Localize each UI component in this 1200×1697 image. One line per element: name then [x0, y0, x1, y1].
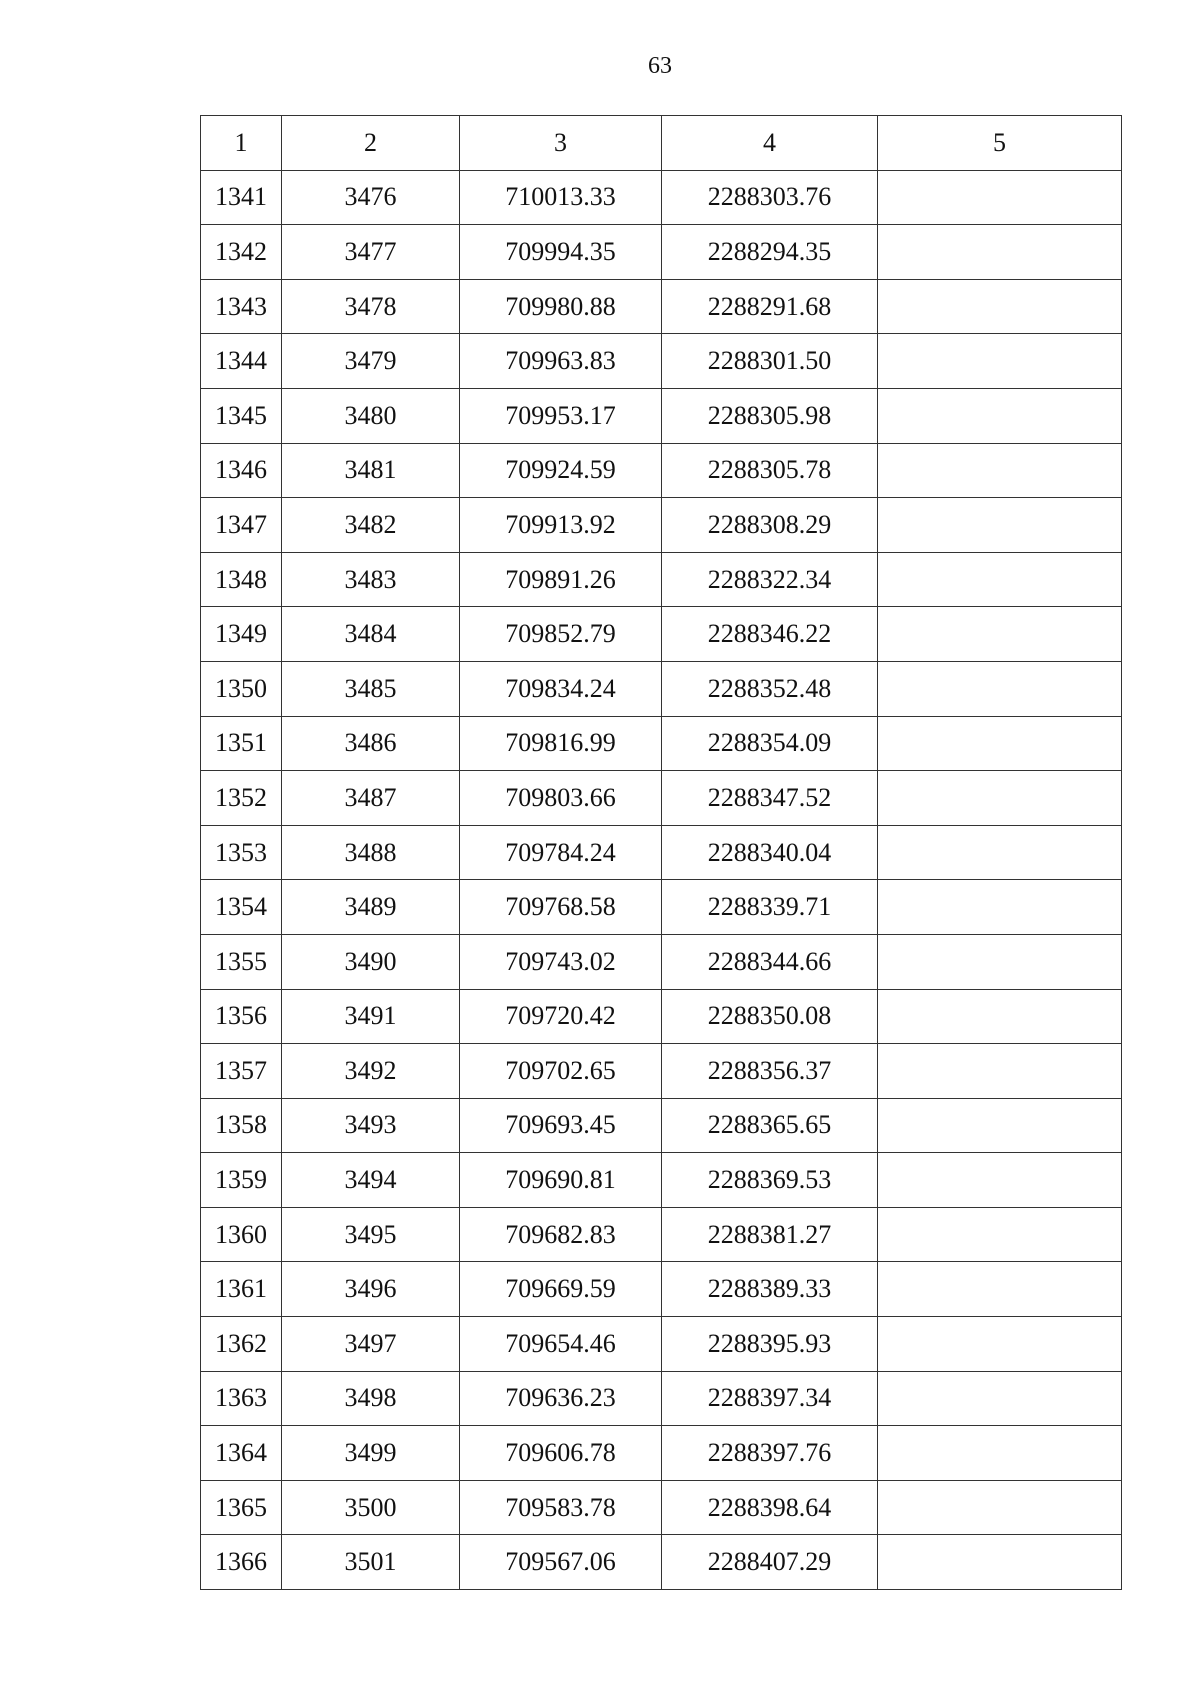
table-row	[201, 1044, 1122, 1099]
table-cell-col-5	[878, 716, 1122, 771]
table-cell-col-2: 3484	[282, 607, 460, 662]
table-cell-col-1: 1363	[201, 1371, 282, 1426]
table-row	[201, 989, 1122, 1044]
table-cell-col-2: 3489	[282, 880, 460, 935]
table-cell-col-1: 1365	[201, 1480, 282, 1535]
table-cell-col-3: 709669.59	[460, 1262, 662, 1317]
table-cell-col-5	[878, 279, 1122, 334]
table-cell-col-5	[878, 1317, 1122, 1372]
header-cell-col-3: 3	[460, 116, 662, 171]
table-cell-col-3: 709924.59	[460, 443, 662, 498]
table-cell-col-1: 1346	[201, 443, 282, 498]
table-row	[201, 170, 1122, 225]
table-cell-col-4: 2288352.48	[662, 661, 878, 716]
page-number: 63	[648, 53, 672, 79]
table-cell-col-4: 2288339.71	[662, 880, 878, 935]
header-cell-col-4: 4	[662, 116, 878, 171]
table-cell-col-2: 3490	[282, 934, 460, 989]
table-cell-col-1: 1358	[201, 1098, 282, 1153]
table-cell-col-3: 709913.92	[460, 498, 662, 553]
table-cell-col-1: 1342	[201, 225, 282, 280]
table-cell-col-2: 3499	[282, 1426, 460, 1481]
table-cell-col-1: 1351	[201, 716, 282, 771]
table-cell-col-4: 2288301.50	[662, 334, 878, 389]
table-cell-col-5	[878, 934, 1122, 989]
table-cell-col-2: 3483	[282, 552, 460, 607]
table-row	[201, 334, 1122, 389]
table-cell-col-5	[878, 1426, 1122, 1481]
table-row	[201, 661, 1122, 716]
table-cell-col-1: 1366	[201, 1535, 282, 1590]
table-cell-col-4: 2288294.35	[662, 225, 878, 280]
table-cell-col-2: 3500	[282, 1480, 460, 1535]
table-cell-col-2: 3485	[282, 661, 460, 716]
table-cell-col-4: 2288303.76	[662, 170, 878, 225]
table-cell-col-1: 1349	[201, 607, 282, 662]
table-cell-col-3: 710013.33	[460, 170, 662, 225]
table-cell-col-5	[878, 825, 1122, 880]
table-cell-col-4: 2288354.09	[662, 716, 878, 771]
table-cell-col-3: 709567.06	[460, 1535, 662, 1590]
table-cell-col-5	[878, 552, 1122, 607]
table-row	[201, 443, 1122, 498]
table-cell-col-1: 1355	[201, 934, 282, 989]
table-row	[201, 1371, 1122, 1426]
table-cell-col-4: 2288305.98	[662, 388, 878, 443]
table-cell-col-2: 3493	[282, 1098, 460, 1153]
table-cell-col-3: 709768.58	[460, 880, 662, 935]
table-cell-col-2: 3478	[282, 279, 460, 334]
table-cell-col-2: 3482	[282, 498, 460, 553]
table-cell-col-4: 2288308.29	[662, 498, 878, 553]
table-header	[201, 116, 1122, 171]
table-cell-col-1: 1361	[201, 1262, 282, 1317]
table-row	[201, 279, 1122, 334]
table-row	[201, 1207, 1122, 1262]
table-cell-col-5	[878, 1480, 1122, 1535]
table-cell-col-5	[878, 443, 1122, 498]
table-cell-col-4: 2288365.65	[662, 1098, 878, 1153]
header-cell-col-2: 2	[282, 116, 460, 171]
table-cell-col-1: 1356	[201, 989, 282, 1044]
table-row	[201, 1153, 1122, 1208]
table-row	[201, 498, 1122, 553]
header-row	[201, 116, 1122, 171]
table-cell-col-2: 3487	[282, 771, 460, 826]
table-row	[201, 552, 1122, 607]
header-cell-col-5: 5	[878, 116, 1122, 171]
table-cell-col-1: 1345	[201, 388, 282, 443]
table-cell-col-3: 709963.83	[460, 334, 662, 389]
table-body	[201, 170, 1122, 1589]
table-cell-col-5	[878, 1153, 1122, 1208]
table-cell-col-5	[878, 1262, 1122, 1317]
table-cell-col-4: 2288346.22	[662, 607, 878, 662]
table-cell-col-4: 2288350.08	[662, 989, 878, 1044]
table-row	[201, 388, 1122, 443]
table-cell-col-5	[878, 771, 1122, 826]
table-row	[201, 1480, 1122, 1535]
table-cell-col-3: 709816.99	[460, 716, 662, 771]
table-cell-col-3: 709720.42	[460, 989, 662, 1044]
table-row	[201, 1426, 1122, 1481]
table-cell-col-1: 1364	[201, 1426, 282, 1481]
table-cell-col-4: 2288395.93	[662, 1317, 878, 1372]
table-row	[201, 1262, 1122, 1317]
table-cell-col-2: 3491	[282, 989, 460, 1044]
table-cell-col-4: 2288381.27	[662, 1207, 878, 1262]
table-cell-col-4: 2288407.29	[662, 1535, 878, 1590]
table-cell-col-3: 709953.17	[460, 388, 662, 443]
table-cell-col-4: 2288322.34	[662, 552, 878, 607]
table-cell-col-5	[878, 498, 1122, 553]
table-cell-col-1: 1347	[201, 498, 282, 553]
table-cell-col-5	[878, 388, 1122, 443]
table-cell-col-1: 1344	[201, 334, 282, 389]
table-cell-col-5	[878, 334, 1122, 389]
table-cell-col-5	[878, 225, 1122, 280]
table-cell-col-2: 3477	[282, 225, 460, 280]
table-cell-col-3: 709994.35	[460, 225, 662, 280]
table-cell-col-3: 709693.45	[460, 1098, 662, 1153]
table-cell-col-1: 1362	[201, 1317, 282, 1372]
table-cell-col-4: 2288347.52	[662, 771, 878, 826]
table-cell-col-4: 2288344.66	[662, 934, 878, 989]
table-cell-col-5	[878, 1535, 1122, 1590]
table-cell-col-1: 1354	[201, 880, 282, 935]
table-row	[201, 1098, 1122, 1153]
table-cell-col-1: 1348	[201, 552, 282, 607]
table-cell-col-2: 3498	[282, 1371, 460, 1426]
table-cell-col-3: 709891.26	[460, 552, 662, 607]
table-cell-col-4: 2288340.04	[662, 825, 878, 880]
table-row	[201, 771, 1122, 826]
table-cell-col-3: 709980.88	[460, 279, 662, 334]
table-cell-col-1: 1360	[201, 1207, 282, 1262]
table-cell-col-4: 2288397.76	[662, 1426, 878, 1481]
table-cell-col-5	[878, 1371, 1122, 1426]
table-cell-col-1: 1350	[201, 661, 282, 716]
table-cell-col-4: 2288398.64	[662, 1480, 878, 1535]
table-cell-col-3: 709682.83	[460, 1207, 662, 1262]
table-row	[201, 825, 1122, 880]
table-cell-col-2: 3495	[282, 1207, 460, 1262]
table-cell-col-3: 709690.81	[460, 1153, 662, 1208]
table-cell-col-3: 709654.46	[460, 1317, 662, 1372]
table-cell-col-2: 3486	[282, 716, 460, 771]
table-cell-col-3: 709803.66	[460, 771, 662, 826]
table-cell-col-4: 2288356.37	[662, 1044, 878, 1099]
table-cell-col-5	[878, 1207, 1122, 1262]
header-cell-col-1: 1	[201, 116, 282, 171]
table-row	[201, 934, 1122, 989]
table-cell-col-1: 1343	[201, 279, 282, 334]
table-row	[201, 1317, 1122, 1372]
table-cell-col-2: 3501	[282, 1535, 460, 1590]
table-cell-col-4: 2288397.34	[662, 1371, 878, 1426]
table-row	[201, 225, 1122, 280]
table-cell-col-2: 3480	[282, 388, 460, 443]
table-cell-col-5	[878, 170, 1122, 225]
table-cell-col-3: 709784.24	[460, 825, 662, 880]
table-cell-col-5	[878, 661, 1122, 716]
table-cell-col-5	[878, 1098, 1122, 1153]
table-cell-col-4: 2288291.68	[662, 279, 878, 334]
table-cell-col-1: 1359	[201, 1153, 282, 1208]
table-row	[201, 607, 1122, 662]
table-cell-col-2: 3492	[282, 1044, 460, 1099]
table-cell-col-5	[878, 1044, 1122, 1099]
table-row	[201, 880, 1122, 935]
table-cell-col-3: 709583.78	[460, 1480, 662, 1535]
table-cell-col-2: 3479	[282, 334, 460, 389]
table-cell-col-4: 2288389.33	[662, 1262, 878, 1317]
table-row	[201, 1535, 1122, 1590]
table-cell-col-2: 3496	[282, 1262, 460, 1317]
table-cell-col-1: 1357	[201, 1044, 282, 1099]
table-cell-col-2: 3497	[282, 1317, 460, 1372]
table-cell-col-3: 709743.02	[460, 934, 662, 989]
table-cell-col-2: 3481	[282, 443, 460, 498]
table-cell-col-3: 709606.78	[460, 1426, 662, 1481]
table-cell-col-3: 709852.79	[460, 607, 662, 662]
table-cell-col-2: 3476	[282, 170, 460, 225]
table-cell-col-4: 2288369.53	[662, 1153, 878, 1208]
table-cell-col-1: 1352	[201, 771, 282, 826]
table-cell-col-5	[878, 607, 1122, 662]
table-cell-col-3: 709834.24	[460, 661, 662, 716]
table-cell-col-4: 2288305.78	[662, 443, 878, 498]
table-cell-col-1: 1353	[201, 825, 282, 880]
table-cell-col-3: 709636.23	[460, 1371, 662, 1426]
table-cell-col-5	[878, 989, 1122, 1044]
table-cell-col-5	[878, 880, 1122, 935]
table-cell-col-2: 3488	[282, 825, 460, 880]
table-cell-col-1: 1341	[201, 170, 282, 225]
table-cell-col-3: 709702.65	[460, 1044, 662, 1099]
table-cell-col-2: 3494	[282, 1153, 460, 1208]
table-row	[201, 716, 1122, 771]
coordinates-table	[200, 115, 1122, 1590]
